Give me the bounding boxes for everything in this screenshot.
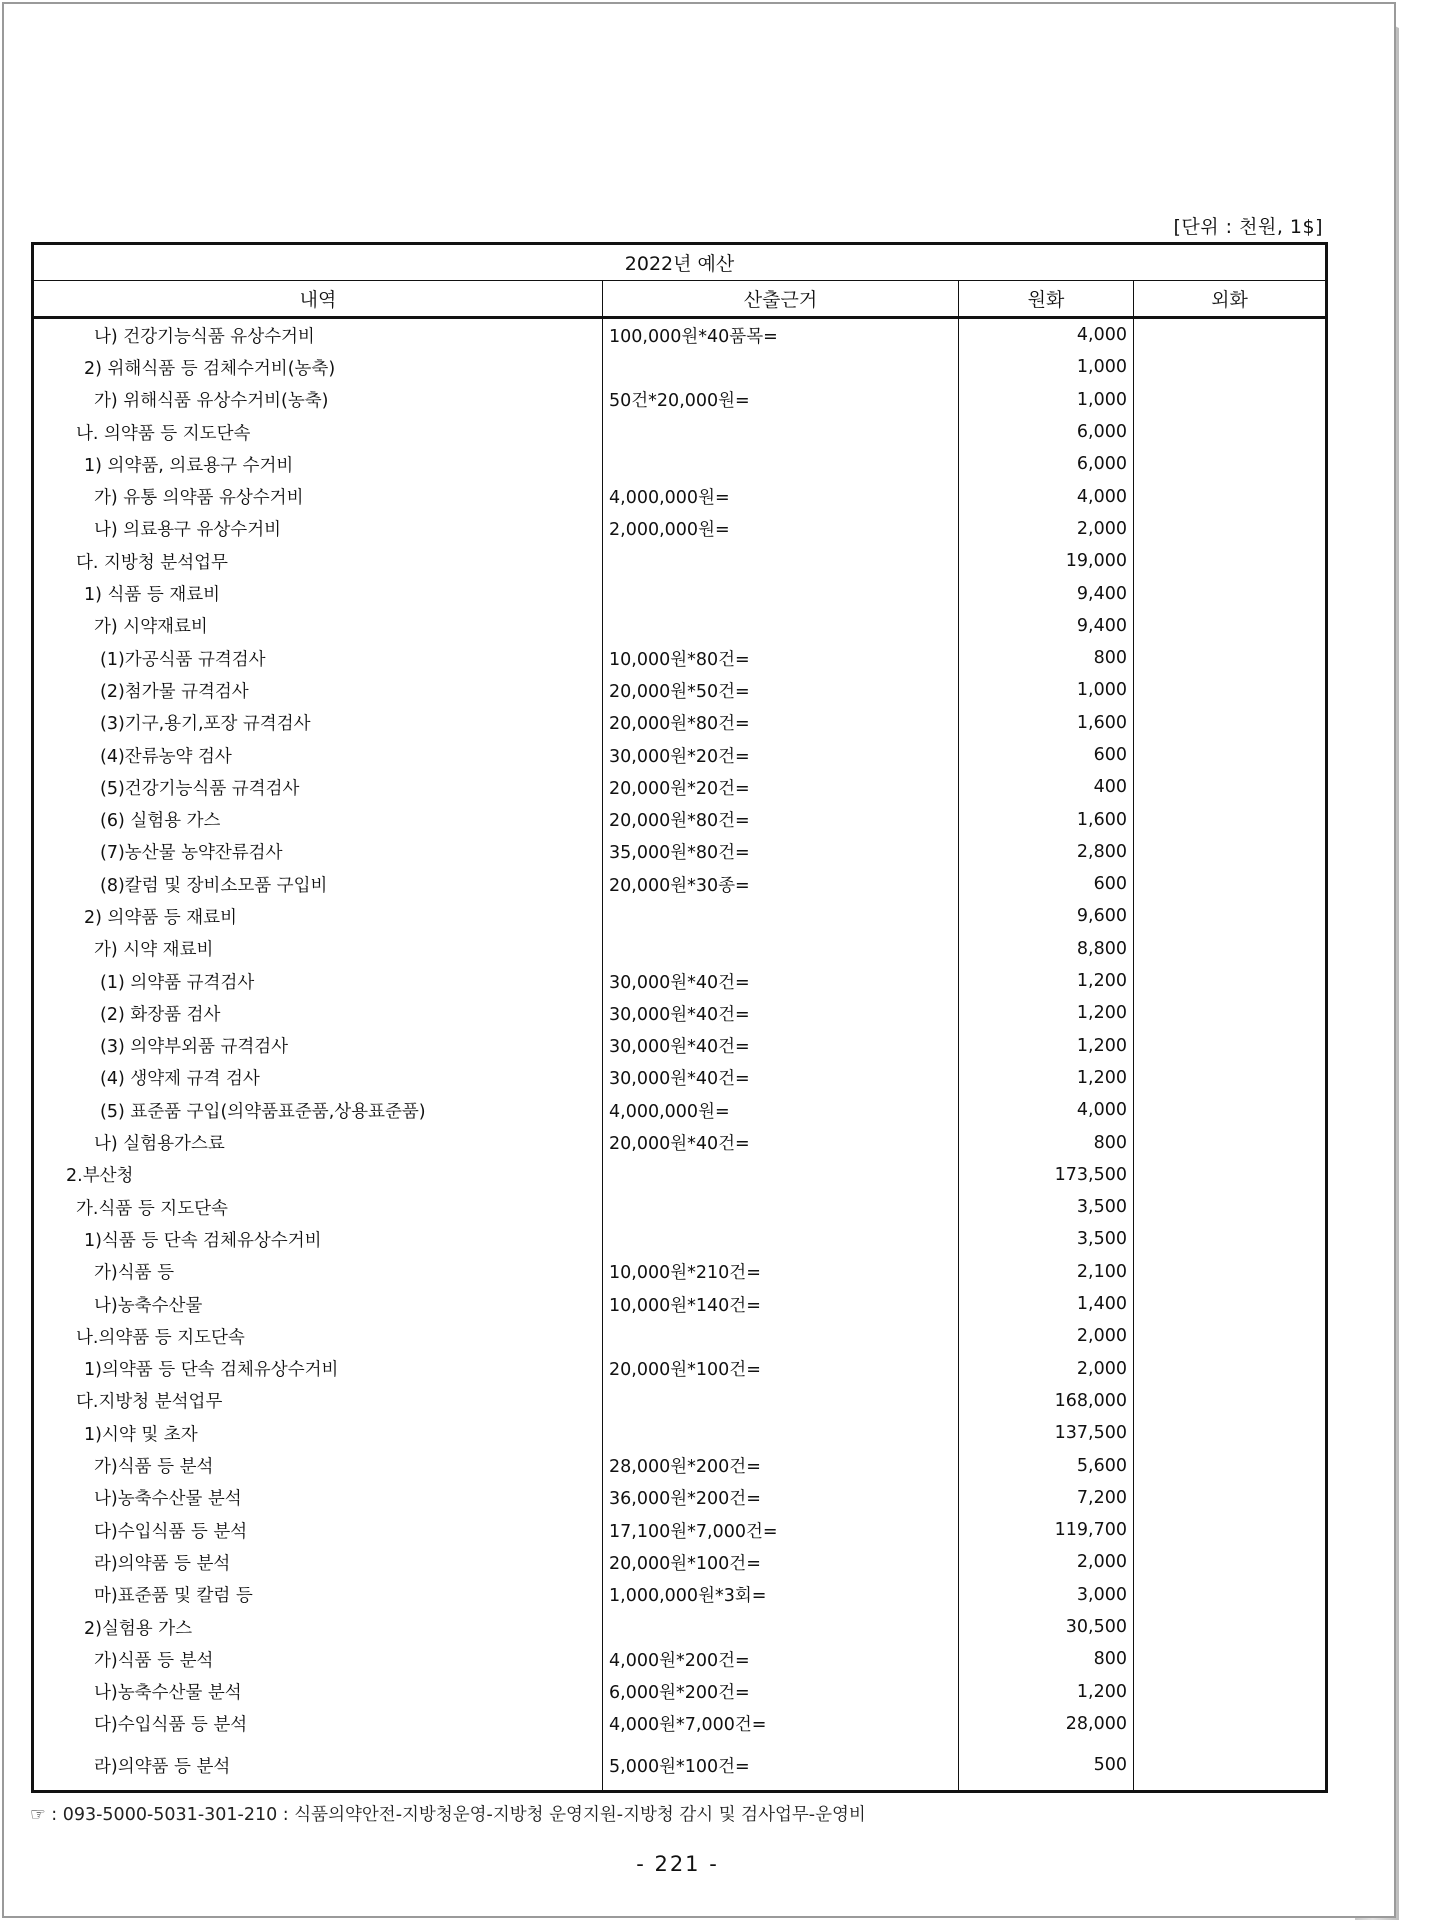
row-basis [603, 1191, 959, 1223]
row-item: 가) 시약 재료비 [33, 933, 603, 965]
row-basis: 50건*20,000원= [603, 384, 959, 416]
row-krw-amount: 800 [959, 1126, 1134, 1158]
row-basis: 30,000원*40건= [603, 1030, 959, 1062]
table-row [33, 1256, 1327, 1288]
row-fx-amount [1134, 674, 1327, 706]
row-fx-amount [1134, 1062, 1327, 1094]
row-krw-amount: 2,800 [959, 836, 1134, 868]
row-basis: 4,000,000원= [603, 480, 959, 512]
table-row [33, 1353, 1327, 1385]
row-fx-amount [1134, 803, 1327, 835]
row-fx-amount [1134, 1579, 1327, 1611]
row-basis: 4,000원*7,000건= [603, 1708, 959, 1740]
page-number: - 221 - [636, 1852, 719, 1876]
row-basis: 30,000원*40건= [603, 997, 959, 1029]
row-item: (5)건강기능식품 규격검사 [33, 771, 603, 803]
row-krw-amount: 2,000 [959, 1546, 1134, 1578]
row-fx-amount [1134, 1094, 1327, 1126]
table-row [33, 1417, 1327, 1449]
row-krw-amount: 1,000 [959, 674, 1134, 706]
row-basis: 20,000원*80건= [603, 707, 959, 739]
header-basis: 산출근거 [603, 281, 959, 318]
row-krw-amount: 1,200 [959, 965, 1134, 997]
table-row [33, 577, 1327, 609]
row-item: (7)농산물 농약잔류검사 [33, 836, 603, 868]
row-basis: 30,000원*40건= [603, 1062, 959, 1094]
table-row [33, 448, 1327, 480]
table-row [33, 1708, 1327, 1740]
table-row [33, 868, 1327, 900]
row-basis: 20,000원*40건= [603, 1126, 959, 1158]
row-fx-amount [1134, 933, 1327, 965]
row-item: 나) 의료용구 유상수거비 [33, 513, 603, 545]
row-krw-amount: 3,500 [959, 1191, 1134, 1223]
row-basis: 20,000원*30종= [603, 868, 959, 900]
row-item: 나)농축수산물 [33, 1288, 603, 1320]
row-fx-amount [1134, 1159, 1327, 1191]
row-krw-amount: 5,600 [959, 1449, 1134, 1481]
account-code-footnote: ☞ : 093-5000-5031-301-210 : 식품의약안전-지방청운영-지방청 운영지원-지방청 감시 및 검사업무-운영비 [30, 1805, 866, 1825]
row-basis: 1,000,000원*3회= [603, 1579, 959, 1611]
row-fx-amount [1134, 1740, 1327, 1792]
row-krw-amount: 1,600 [959, 803, 1134, 835]
table-body [33, 318, 1327, 1792]
table-row [33, 1223, 1327, 1255]
table-row [33, 1514, 1327, 1546]
table-row [33, 771, 1327, 803]
row-fx-amount [1134, 513, 1327, 545]
row-basis: 100,000원*40품목= [603, 318, 959, 352]
row-fx-amount [1134, 836, 1327, 868]
row-basis: 4,000,000원= [603, 1094, 959, 1126]
row-item: (5) 표준품 구입(의약품표준품,상용표준품) [33, 1094, 603, 1126]
table-row [33, 1126, 1327, 1158]
row-fx-amount [1134, 900, 1327, 932]
row-item: (8)칼럼 및 장비소모품 구입비 [33, 868, 603, 900]
row-krw-amount: 1,600 [959, 707, 1134, 739]
row-fx-amount [1134, 577, 1327, 609]
row-krw-amount: 30,500 [959, 1611, 1134, 1643]
row-item: 나)농축수산물 분석 [33, 1482, 603, 1514]
table-row [33, 513, 1327, 545]
row-fx-amount [1134, 1482, 1327, 1514]
row-fx-amount [1134, 1256, 1327, 1288]
row-basis: 2,000,000원= [603, 513, 959, 545]
row-krw-amount: 1,200 [959, 1062, 1134, 1094]
row-basis [603, 1223, 959, 1255]
row-basis [603, 1417, 959, 1449]
row-fx-amount [1134, 868, 1327, 900]
table-row [33, 384, 1327, 416]
row-fx-amount [1134, 771, 1327, 803]
row-krw-amount: 6,000 [959, 448, 1134, 480]
row-fx-amount [1134, 1320, 1327, 1352]
row-basis: 36,000원*200건= [603, 1482, 959, 1514]
row-krw-amount: 6,000 [959, 416, 1134, 448]
row-krw-amount: 137,500 [959, 1417, 1134, 1449]
row-krw-amount: 600 [959, 739, 1134, 771]
budget-table [31, 242, 1328, 1793]
row-krw-amount: 9,600 [959, 900, 1134, 932]
row-krw-amount: 600 [959, 868, 1134, 900]
row-krw-amount: 500 [959, 1740, 1134, 1792]
row-basis [603, 1385, 959, 1417]
row-fx-amount [1134, 642, 1327, 674]
table-row [33, 1030, 1327, 1062]
row-item: (4) 생약제 규격 검사 [33, 1062, 603, 1094]
table-row [33, 642, 1327, 674]
row-krw-amount: 2,100 [959, 1256, 1134, 1288]
row-item: 다)수입식품 등 분석 [33, 1708, 603, 1740]
table-row [33, 1546, 1327, 1578]
table-row [33, 1449, 1327, 1481]
row-basis [603, 448, 959, 480]
row-item: 가)식품 등 분석 [33, 1643, 603, 1675]
row-fx-amount [1134, 351, 1327, 383]
row-fx-amount [1134, 1449, 1327, 1481]
row-fx-amount [1134, 1675, 1327, 1707]
row-item: (1)가공식품 규격검사 [33, 642, 603, 674]
row-item: (3) 의약부외품 규격검사 [33, 1030, 603, 1062]
table-row [33, 1094, 1327, 1126]
row-item: 2)실험용 가스 [33, 1611, 603, 1643]
row-basis: 20,000원*20건= [603, 771, 959, 803]
table-row [33, 416, 1327, 448]
row-basis [603, 1159, 959, 1191]
row-item: 1)식품 등 단속 검체유상수거비 [33, 1223, 603, 1255]
row-fx-amount [1134, 1417, 1327, 1449]
row-basis [603, 1611, 959, 1643]
row-fx-amount [1134, 1546, 1327, 1578]
row-krw-amount: 4,000 [959, 480, 1134, 512]
table-row [33, 965, 1327, 997]
table-row [33, 1191, 1327, 1223]
table-row [33, 1643, 1327, 1675]
row-krw-amount: 28,000 [959, 1708, 1134, 1740]
row-basis [603, 416, 959, 448]
table-row [33, 480, 1327, 512]
row-krw-amount: 1,000 [959, 351, 1134, 383]
table-row [33, 933, 1327, 965]
table-row [33, 1288, 1327, 1320]
row-fx-amount [1134, 610, 1327, 642]
row-basis: 4,000원*200건= [603, 1643, 959, 1675]
row-basis [603, 933, 959, 965]
row-item: 라)의약품 등 분석 [33, 1740, 603, 1792]
row-basis: 17,100원*7,000건= [603, 1514, 959, 1546]
row-krw-amount: 1,200 [959, 997, 1134, 1029]
table-row [33, 1740, 1327, 1792]
table-row [33, 610, 1327, 642]
row-basis: 35,000원*80건= [603, 836, 959, 868]
row-fx-amount [1134, 1126, 1327, 1158]
row-krw-amount: 8,800 [959, 933, 1134, 965]
row-krw-amount: 7,200 [959, 1482, 1134, 1514]
table-row [33, 1675, 1327, 1707]
row-krw-amount: 1,200 [959, 1675, 1134, 1707]
row-item: (6) 실험용 가스 [33, 803, 603, 835]
row-krw-amount: 173,500 [959, 1159, 1134, 1191]
row-basis: 20,000원*80건= [603, 803, 959, 835]
row-item: (2) 화장품 검사 [33, 997, 603, 1029]
row-item: 가)식품 등 [33, 1256, 603, 1288]
table-row [33, 674, 1327, 706]
row-item: 나) 실험용가스료 [33, 1126, 603, 1158]
row-fx-amount [1134, 1030, 1327, 1062]
row-krw-amount: 168,000 [959, 1385, 1134, 1417]
row-krw-amount: 2,000 [959, 1320, 1134, 1352]
row-item: 마)표준품 및 칼럼 등 [33, 1579, 603, 1611]
row-item: 가) 유통 의약품 유상수거비 [33, 480, 603, 512]
row-basis: 6,000원*200건= [603, 1675, 959, 1707]
table-row [33, 1385, 1327, 1417]
table-row [33, 1159, 1327, 1191]
row-item: 다)수입식품 등 분석 [33, 1514, 603, 1546]
row-item: (4)잔류농약 검사 [33, 739, 603, 771]
row-item: (3)기구,용기,포장 규격검사 [33, 707, 603, 739]
row-basis: 30,000원*40건= [603, 965, 959, 997]
table-row [33, 1579, 1327, 1611]
row-item: 나. 의약품 등 지도단속 [33, 416, 603, 448]
table-row [33, 545, 1327, 577]
row-krw-amount: 2,000 [959, 513, 1134, 545]
row-item: 2.부산청 [33, 1159, 603, 1191]
row-krw-amount: 1,200 [959, 1030, 1134, 1062]
header-item: 내역 [33, 281, 603, 318]
row-krw-amount: 800 [959, 642, 1134, 674]
row-item: 1)의약품 등 단속 검체유상수거비 [33, 1353, 603, 1385]
row-item: 1) 식품 등 재료비 [33, 577, 603, 609]
row-item: 라)의약품 등 분석 [33, 1546, 603, 1578]
row-item: 다. 지방청 분석업무 [33, 545, 603, 577]
row-fx-amount [1134, 1611, 1327, 1643]
row-basis: 28,000원*200건= [603, 1449, 959, 1481]
row-fx-amount [1134, 1288, 1327, 1320]
row-basis [603, 900, 959, 932]
row-krw-amount: 1,000 [959, 384, 1134, 416]
row-fx-amount [1134, 1191, 1327, 1223]
row-item: 가) 위해식품 유상수거비(농축) [33, 384, 603, 416]
row-basis: 30,000원*20건= [603, 739, 959, 771]
row-basis: 10,000원*140건= [603, 1288, 959, 1320]
row-fx-amount [1134, 318, 1327, 352]
row-basis [603, 1320, 959, 1352]
row-fx-amount [1134, 997, 1327, 1029]
row-fx-amount [1134, 1385, 1327, 1417]
row-item: 2) 의약품 등 재료비 [33, 900, 603, 932]
row-item: (2)첨가물 규격검사 [33, 674, 603, 706]
row-fx-amount [1134, 1223, 1327, 1255]
table-row [33, 1062, 1327, 1094]
table-row [33, 1320, 1327, 1352]
row-item: 가)식품 등 분석 [33, 1449, 603, 1481]
row-basis: 5,000원*100건= [603, 1740, 959, 1792]
row-krw-amount: 800 [959, 1643, 1134, 1675]
row-krw-amount: 9,400 [959, 610, 1134, 642]
row-fx-amount [1134, 707, 1327, 739]
table-row [33, 1482, 1327, 1514]
row-item: 1) 의약품, 의료용구 수거비 [33, 448, 603, 480]
row-basis: 20,000원*50건= [603, 674, 959, 706]
row-basis: 10,000원*210건= [603, 1256, 959, 1288]
row-basis [603, 351, 959, 383]
row-fx-amount [1134, 965, 1327, 997]
table-row [33, 803, 1327, 835]
table-row [33, 1611, 1327, 1643]
row-fx-amount [1134, 1514, 1327, 1546]
row-krw-amount: 9,400 [959, 577, 1134, 609]
row-basis: 20,000원*100건= [603, 1353, 959, 1385]
row-basis [603, 577, 959, 609]
table-row [33, 836, 1327, 868]
table-row [33, 318, 1327, 352]
row-krw-amount: 4,000 [959, 318, 1134, 352]
header-krw: 원화 [959, 281, 1134, 318]
row-item: 나)농축수산물 분석 [33, 1675, 603, 1707]
row-item: 2) 위해식품 등 검체수거비(농축) [33, 351, 603, 383]
row-krw-amount: 4,000 [959, 1094, 1134, 1126]
table-title: 2022년 예산 [33, 244, 1327, 281]
row-krw-amount: 119,700 [959, 1514, 1134, 1546]
row-item: 다.지방청 분석업무 [33, 1385, 603, 1417]
row-krw-amount: 19,000 [959, 545, 1134, 577]
row-krw-amount: 3,500 [959, 1223, 1134, 1255]
row-basis [603, 545, 959, 577]
table-row [33, 900, 1327, 932]
row-krw-amount: 400 [959, 771, 1134, 803]
row-item: 나) 건강기능식품 유상수거비 [33, 318, 603, 352]
row-basis: 20,000원*100건= [603, 1546, 959, 1578]
row-basis: 10,000원*80건= [603, 642, 959, 674]
table-row [33, 997, 1327, 1029]
row-item: (1) 의약품 규격검사 [33, 965, 603, 997]
row-krw-amount: 3,000 [959, 1579, 1134, 1611]
row-fx-amount [1134, 1353, 1327, 1385]
unit-note: [단위 : 천원, 1$] [1173, 216, 1323, 238]
row-item: 1)시약 및 초자 [33, 1417, 603, 1449]
row-basis [603, 610, 959, 642]
row-fx-amount [1134, 416, 1327, 448]
row-item: 가) 시약재료비 [33, 610, 603, 642]
row-fx-amount [1134, 1708, 1327, 1740]
row-item: 나.의약품 등 지도단속 [33, 1320, 603, 1352]
row-fx-amount [1134, 384, 1327, 416]
table-row [33, 739, 1327, 771]
row-fx-amount [1134, 545, 1327, 577]
row-krw-amount: 2,000 [959, 1353, 1134, 1385]
row-fx-amount [1134, 448, 1327, 480]
row-krw-amount: 1,400 [959, 1288, 1134, 1320]
row-fx-amount [1134, 739, 1327, 771]
row-fx-amount [1134, 480, 1327, 512]
row-fx-amount [1134, 1643, 1327, 1675]
table-row [33, 707, 1327, 739]
table-row [33, 351, 1327, 383]
header-fx: 외화 [1134, 281, 1327, 318]
row-item: 가.식품 등 지도단속 [33, 1191, 603, 1223]
